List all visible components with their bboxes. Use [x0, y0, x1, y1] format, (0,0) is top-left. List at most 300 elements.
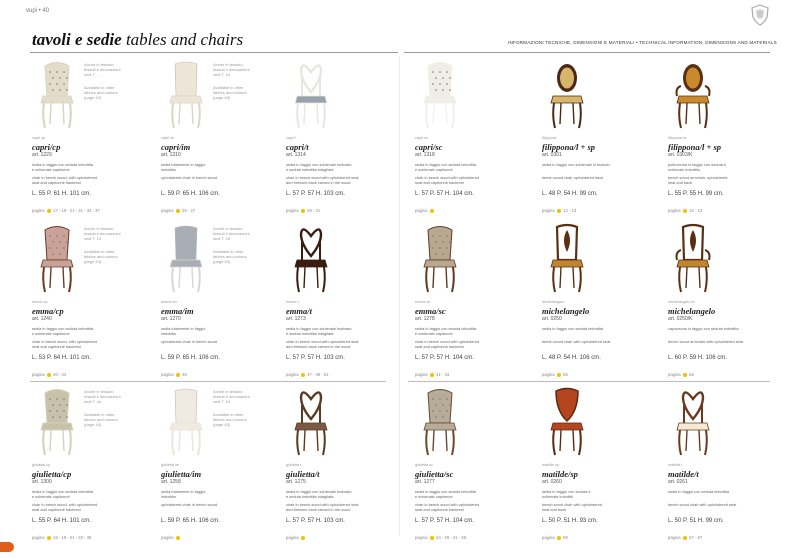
page-reference[interactable]: [286, 208, 320, 213]
fabric-note: [84, 389, 132, 427]
dimensions: L. 59 P. 65 H. 106 cm.: [161, 191, 220, 197]
description-en: [542, 339, 666, 344]
page-reference[interactable]: [668, 535, 702, 540]
description-en: [415, 339, 539, 349]
description-line: and fretwork back carved in the wood: [286, 507, 351, 512]
product-code: giulietta cp: [32, 463, 51, 467]
page-reference[interactable]: [161, 535, 182, 540]
article-number: art. 1270: [161, 316, 181, 322]
product-name: capri/cp: [32, 142, 61, 152]
product-image[interactable]: [161, 58, 211, 130]
description-line: sedia in faggio con seduta imbottita: [415, 489, 476, 494]
brand-logo-icon: [750, 4, 770, 26]
page-label: pagina: [668, 535, 681, 540]
fabric-note: [467, 62, 515, 69]
header-info: INFORMAZIONI TECNICHE, DIMENSIONI E MATERIALI • TECHNICAL INFORMATION, DIMENSIONS AND MATERIALS: [508, 40, 777, 45]
dimensions: L. 50 P. 51 H. 99 cm.: [668, 518, 724, 524]
description-line: schienale imbottiti: [542, 494, 573, 499]
fabric-note: [720, 389, 768, 396]
description-line: capotavola in faggio con seduta imbottita: [668, 326, 739, 331]
page-dot-icon: [557, 373, 562, 378]
product-name: giulietta/sc: [415, 469, 454, 479]
product-card[interactable]: [161, 385, 283, 545]
chair-image-14: [286, 385, 336, 457]
page-reference[interactable]: [161, 372, 187, 377]
fabric-note-line: Available in other: [84, 84, 115, 90]
article-number: art. 0261: [668, 479, 688, 485]
chair-image-0: [32, 58, 82, 130]
product-image[interactable]: [415, 222, 465, 294]
page-dot-icon: [430, 536, 435, 541]
product-card[interactable]: [415, 58, 537, 218]
page-reference[interactable]: [415, 372, 449, 377]
page-list: 41 - 43: [436, 372, 450, 377]
fabric-note: [594, 226, 642, 233]
dimensions: L. 55 P. 55 H. 99 cm.: [668, 191, 724, 197]
description-line: sedia in faggio con seduta imbottita: [668, 489, 729, 494]
fabric-note-line: (page 43): [213, 422, 231, 428]
fabric-note-line: fabrics and colours: [84, 253, 118, 259]
description-line: seat and capitonnè backrest: [415, 507, 464, 512]
product-name: giulietta/im: [161, 469, 202, 479]
product-card[interactable]: [542, 58, 664, 218]
description-line: beech wood armchair with upholstered seat: [668, 339, 744, 344]
product-card[interactable]: [415, 385, 537, 545]
article-number: art. 0250/K: [668, 316, 693, 322]
fabric-note: [720, 226, 768, 233]
chair-image-15: [415, 385, 465, 457]
product-name: giulietta/cp: [32, 469, 72, 479]
page-reference[interactable]: [286, 535, 307, 540]
article-number: art. 1240: [32, 316, 52, 322]
description-line: sedia in faggio con seduta imbottita: [415, 326, 476, 331]
description-line: sedia in faggio con schienale traforato: [286, 489, 352, 494]
header-rule-left: [30, 52, 398, 53]
description-line: e seduta imbottita intagliata: [286, 331, 334, 336]
description-en: [286, 502, 410, 512]
description-en: [415, 502, 539, 512]
product-image[interactable]: [32, 58, 82, 130]
page-dot-icon: [47, 373, 52, 378]
page-list: 40 - 44: [53, 372, 67, 377]
description-line: e schienale capitonnè: [32, 331, 70, 336]
page-list: 29 - 31: [307, 208, 321, 213]
page-dot-icon: [430, 209, 435, 214]
page-reference[interactable]: [286, 372, 329, 377]
product-card[interactable]: [286, 385, 408, 545]
page-dot-icon: [47, 209, 52, 214]
product-code: michelangelo: [542, 300, 565, 304]
chair-image-9: [415, 222, 465, 294]
page-dot-icon: [683, 209, 688, 214]
product-name: capri/im: [161, 142, 191, 152]
product-name: capri/t: [286, 142, 309, 152]
description-line: seat and capitonnè backrest: [415, 180, 464, 185]
description-it: [286, 326, 410, 336]
product-name: michelangelo: [668, 306, 716, 316]
description-it: [542, 489, 666, 499]
product-image[interactable]: [668, 385, 718, 457]
description-it: [542, 162, 666, 167]
description-line: sedia in faggio con schienale in tessuto: [542, 162, 610, 167]
page-dot-icon: [176, 373, 181, 378]
product-card[interactable]: [415, 222, 537, 382]
product-code: emma cp: [32, 300, 48, 304]
fabric-note-line: vedi T. 16: [213, 72, 231, 78]
description-line: imbottita: [161, 331, 176, 336]
article-number: art. 1278: [415, 316, 435, 322]
product-card[interactable]: [542, 222, 664, 382]
dimensions: L. 57 P. 57 H. 103 cm.: [286, 191, 345, 197]
page-label: pagina: [542, 208, 555, 213]
description-line: sedia in faggio con seduta imbottita: [415, 162, 476, 167]
fabric-note: [338, 226, 386, 233]
description-it: [668, 489, 792, 494]
product-image[interactable]: [542, 385, 592, 457]
description-en: [286, 339, 410, 349]
fabric-note-line: tessuti e decorazioni: [213, 67, 250, 73]
description-line: chair in beech wood, with upholstered: [32, 175, 98, 180]
description-en: [32, 175, 156, 185]
product-card[interactable]: [32, 385, 154, 545]
dimensions: L. 59 P. 65 H. 106 cm.: [161, 355, 220, 361]
page-list: 16 - 19 - 21 - 33 - 35: [53, 535, 92, 540]
fabric-note-line: fabrics and colours: [213, 416, 247, 422]
article-number: art. 0250: [542, 316, 562, 322]
page-label: pagina: [32, 535, 45, 540]
page-reference[interactable]: [415, 208, 436, 213]
description-line: sedia totalmente in faggio: [161, 326, 206, 331]
product-code: giulietta im: [161, 463, 180, 467]
description-en: [668, 175, 792, 185]
description-it: [415, 162, 539, 172]
product-card[interactable]: [668, 385, 790, 545]
fabric-note-line: Available in other: [84, 411, 115, 417]
chair-image-12: [32, 385, 82, 457]
description-it: [32, 162, 156, 172]
product-card[interactable]: [161, 222, 283, 382]
fabric-note: [338, 62, 386, 69]
page-dot-icon: [47, 536, 52, 541]
article-number: art. 1229: [32, 152, 52, 158]
fabric-note: [594, 389, 642, 396]
description-line: chair in beech wood with upholstered seat: [286, 502, 359, 507]
fabric-note-line: tessuti e decorazioni: [84, 67, 121, 73]
product-image[interactable]: [286, 385, 336, 457]
page-reference[interactable]: [542, 372, 568, 377]
description-line: beech wood chair with upholstered seat: [668, 502, 737, 507]
fabric-note-line: tessuti e decorazioni: [84, 394, 121, 400]
description-it: [32, 326, 156, 336]
fabric-note-line: Anche in tessuto: [84, 226, 114, 231]
dimensions: L. 57 P. 57 H. 104 cm.: [415, 191, 474, 197]
page-dot-icon: [557, 536, 562, 541]
description-line: imbottita: [161, 167, 176, 172]
dimensions: L. 57 P. 57 H. 103 cm.: [286, 355, 345, 361]
page-list: 56: [563, 372, 568, 377]
description-line: e schienale capitonnè: [32, 167, 70, 172]
product-image[interactable]: [286, 222, 336, 294]
product-card[interactable]: [668, 222, 790, 382]
page-list: 12 - 13: [689, 208, 703, 213]
description-line: chair in beech wood with upholstered: [415, 339, 480, 344]
description-it: [161, 489, 285, 499]
page-dot-icon: [176, 536, 181, 541]
description-it: [286, 489, 410, 499]
product-image[interactable]: [668, 58, 718, 130]
fabric-note-line: tessuti e decorazioni: [213, 394, 250, 400]
page-reference[interactable]: [32, 208, 100, 213]
fabric-note: [338, 389, 386, 396]
fabric-note-line: vedi T. 16: [213, 399, 231, 405]
header-rule-right: [404, 52, 770, 53]
fabric-note-line: Available in other: [213, 248, 244, 254]
description-line: sedia in faggio con seduta imbottita: [32, 489, 93, 494]
page-label: pagina: [161, 535, 174, 540]
dimensions: L. 59 P. 65 H. 106 cm.: [161, 518, 220, 524]
fabric-note: [720, 62, 768, 69]
dimensions: L. 48 P. 54 H. 99 cm.: [542, 191, 598, 197]
product-card[interactable]: [286, 58, 408, 218]
page-label: pagina: [286, 372, 299, 377]
page-label: pagina: [286, 208, 299, 213]
fabric-note-line: fabrics and colours: [84, 89, 118, 95]
product-name: giulietta/t: [286, 469, 320, 479]
dimensions: L. 57 P. 57 H. 103 cm.: [286, 518, 345, 524]
description-line: upholstered chair in beech wood: [161, 502, 218, 507]
description-line: and fretwork back carved in the wood: [286, 344, 351, 349]
product-code: capri cp: [32, 136, 46, 140]
page-list: 56: [689, 372, 694, 377]
dimensions: L. 60 P. 59 H. 106 cm.: [668, 355, 727, 361]
fabric-note-line: Anche in tessuto: [84, 389, 114, 394]
page-label: pagina: [286, 535, 299, 540]
article-number: art. 1275: [286, 479, 306, 485]
dimensions: L. 48 P. 54 H. 106 cm.: [542, 355, 601, 361]
page-list: 46: [182, 372, 187, 377]
product-name: matilde/t: [668, 469, 699, 479]
chair-image-1: [161, 58, 211, 130]
article-number: art. 0301: [542, 152, 562, 158]
fabric-note: [213, 62, 261, 100]
page-label: pagina: [668, 208, 681, 213]
product-code: emma sc: [415, 300, 431, 304]
page-list: 17 - 19 - 21 - 31 - 33 - 37: [53, 208, 100, 213]
description-line: e seduta imbottita intagliata: [286, 167, 334, 172]
product-card[interactable]: [161, 58, 283, 218]
description-en: [542, 175, 666, 180]
description-line: chair in beech wood with upholstered seat: [286, 175, 359, 180]
description-line: and fretwork back carved in the wood: [286, 180, 351, 185]
description-line: beech wood chair with upholstered: [542, 502, 602, 507]
product-name: filippona/l + sp: [542, 142, 596, 152]
product-image[interactable]: [161, 385, 211, 457]
page-dot-icon: [176, 209, 181, 214]
description-line: beech wood chair with upholstered seat: [542, 339, 611, 344]
section-tab[interactable]: [0, 542, 14, 552]
fabric-note: [84, 226, 132, 264]
page-list: 57 - 67: [689, 535, 703, 540]
page-dot-icon: [557, 209, 562, 214]
fabric-note-line: fabrics and colours: [84, 416, 118, 422]
product-card[interactable]: [32, 222, 154, 382]
description-it: [415, 489, 539, 499]
product-name: emma/im: [161, 306, 194, 316]
description-it: [668, 326, 792, 331]
page-dot-icon: [683, 536, 688, 541]
description-en: [286, 175, 410, 185]
fabric-note-line: vedi T. 19: [84, 236, 102, 242]
description-line: upholstered chair in beech wood: [161, 339, 218, 344]
page-reference[interactable]: [415, 535, 466, 540]
product-card[interactable]: [32, 58, 154, 218]
product-name: matilde/sp: [542, 469, 578, 479]
description-line: sedia in faggio con seduta imbottita: [542, 326, 603, 331]
product-name: emma/t: [286, 306, 312, 316]
description-line: seat and back: [668, 180, 693, 185]
chair-image-11: [668, 222, 718, 294]
product-image[interactable]: [668, 222, 718, 294]
description-it: [415, 326, 539, 336]
fabric-note: [213, 226, 261, 264]
fabric-note-line: Available in other: [213, 411, 244, 417]
description-line: e schienale capitonnè: [415, 167, 453, 172]
fabric-note-line: tessuti e decorazioni: [84, 231, 121, 237]
page-list: 59: [563, 535, 568, 540]
product-card[interactable]: [668, 58, 790, 218]
product-image[interactable]: [415, 58, 465, 130]
page-label: pagina: [32, 372, 45, 377]
description-line: beech wood armchair, upholstered: [668, 175, 728, 180]
description-line: e schienale capitonnè: [32, 494, 70, 499]
description-line: sedia in faggio con seduta imbottita: [32, 162, 93, 167]
product-image[interactable]: [542, 58, 592, 130]
chair-image-10: [542, 222, 592, 294]
page-dot-icon: [301, 536, 306, 541]
product-image[interactable]: [32, 222, 82, 294]
fabric-note-line: (page 43): [84, 259, 102, 265]
description-line: e schienale capitonnè: [415, 494, 453, 499]
description-en: [415, 175, 539, 185]
product-code: capri t: [286, 136, 297, 140]
product-card[interactable]: [542, 385, 664, 545]
description-it: [668, 162, 792, 172]
fabric-note-line: Anche in tessuto: [213, 62, 243, 67]
description-line: e schienale capitonnè: [415, 331, 453, 336]
description-line: chair in beech wood, with upholstered: [32, 502, 98, 507]
chair-image-17: [668, 385, 718, 457]
article-number: art. 1273: [286, 316, 306, 322]
description-line: seat and capitonnè backrest: [32, 507, 81, 512]
description-it: [161, 326, 285, 336]
product-code: matilde sp: [542, 463, 560, 467]
page-label: pagina: [542, 535, 555, 540]
page-reference[interactable]: [32, 535, 91, 540]
description-line: chair in beech wood with upholstered: [415, 175, 480, 180]
article-number: art. 1258: [161, 479, 181, 485]
product-image[interactable]: [161, 222, 211, 294]
product-card[interactable]: [286, 222, 408, 382]
article-number: art. 1310: [161, 152, 181, 158]
description-line: seat and capitonnè backrest: [32, 180, 81, 185]
description-line: sedia in faggio con schienale traforato: [286, 326, 352, 331]
page-reference[interactable]: [542, 208, 576, 213]
product-code: capri sc: [415, 136, 429, 140]
product-code: capri im: [161, 136, 175, 140]
fabric-note-line: vedi T. ...: [84, 72, 100, 78]
product-code: emma im: [161, 300, 177, 304]
description-en: [32, 339, 156, 349]
chair-image-2: [286, 58, 336, 130]
page-dot-icon: [683, 373, 688, 378]
product-code: michelangelo br: [668, 300, 695, 304]
description-line: sedia in faggio con schienale traforato: [286, 162, 352, 167]
fabric-note-line: fabrics and colours: [213, 89, 247, 95]
page-label: pagina: [668, 372, 681, 377]
product-image[interactable]: [286, 58, 336, 130]
page-reference[interactable]: [542, 535, 568, 540]
fabric-note: [84, 62, 132, 100]
product-image[interactable]: [32, 385, 82, 457]
page-dot-icon: [301, 209, 306, 214]
description-line: e seduta imbottita intagliata: [286, 494, 334, 499]
page-list: 12 - 13: [563, 208, 577, 213]
fabric-note-line: (page 43): [213, 259, 231, 265]
description-en: [161, 175, 285, 180]
product-image[interactable]: [415, 385, 465, 457]
product-image[interactable]: [542, 222, 592, 294]
fabric-note-line: (page 43): [84, 422, 102, 428]
title-english: tables and chairs: [121, 30, 244, 49]
product-name: filippona/l + sp: [668, 142, 722, 152]
article-number: art. 1300: [32, 479, 52, 485]
description-line: schienale imbottito: [668, 167, 701, 172]
page-reference[interactable]: [161, 208, 195, 213]
article-number: art. 0260: [542, 479, 562, 485]
description-line: sedia totalmente in faggio: [161, 489, 206, 494]
page-title: [32, 30, 243, 50]
chair-image-5: [668, 58, 718, 130]
fabric-note-line: Anche in tessuto: [213, 226, 243, 231]
page-label: pagina: [415, 535, 428, 540]
page-reference[interactable]: [668, 208, 702, 213]
product-name: emma/cp: [32, 306, 64, 316]
chair-image-4: [542, 58, 592, 130]
product-code: giulietta t: [286, 463, 302, 467]
description-en: [161, 339, 285, 344]
description-line: chair in beech wood, with upholstered: [32, 339, 98, 344]
chair-image-8: [286, 222, 336, 294]
product-name: michelangelo: [542, 306, 590, 316]
fabric-note-line: vedi T. 44: [84, 399, 102, 405]
chair-image-13: [161, 385, 211, 457]
chair-image-16: [542, 385, 592, 457]
article-number: art. 0303/K: [668, 152, 693, 158]
description-en: [668, 502, 792, 507]
fabric-note: [467, 389, 515, 396]
dimensions: L. 57 P. 57 H. 104 cm.: [415, 518, 474, 524]
description-line: seat and back: [542, 507, 567, 512]
fabric-note-line: vedi T. 16: [213, 236, 231, 242]
description-line: beech wood chair upholstered back: [542, 175, 604, 180]
fabric-note-line: fabrics and colours: [213, 253, 247, 259]
description-en: [542, 502, 666, 512]
page-reference[interactable]: [668, 372, 694, 377]
page-label: pagina: [542, 372, 555, 377]
article-number: art. 1314: [286, 152, 306, 158]
page-reference[interactable]: [32, 372, 66, 377]
description-it: [542, 326, 666, 331]
